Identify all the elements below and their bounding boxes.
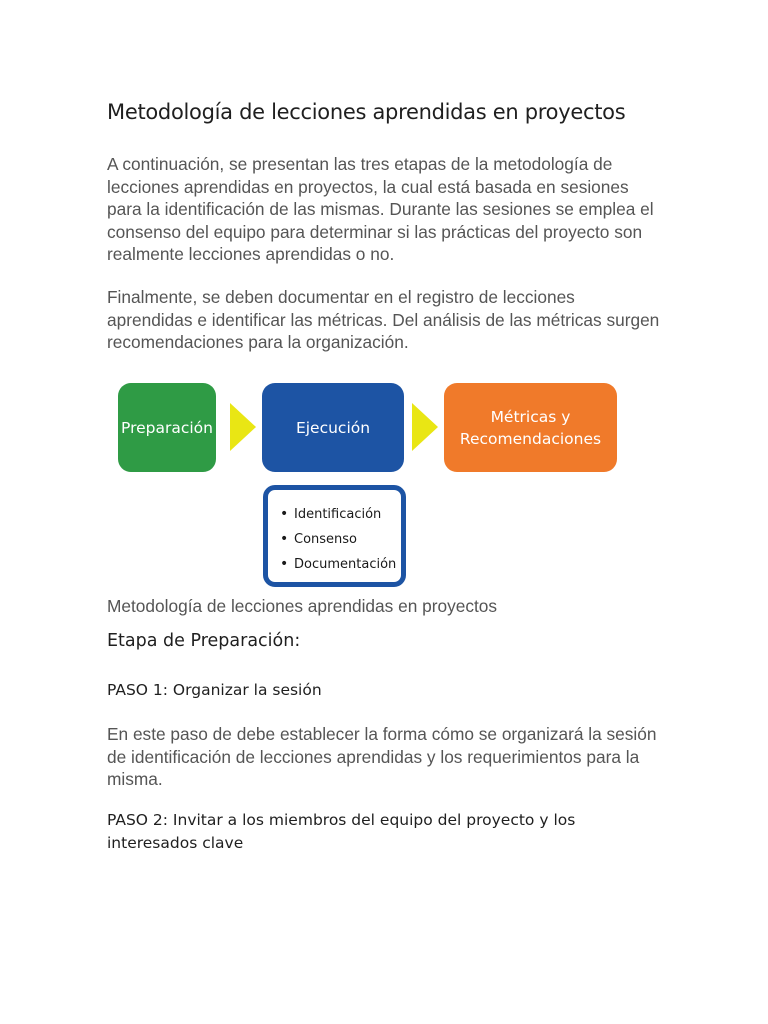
bullet-icon: •	[280, 531, 289, 547]
step1-heading: PASO 1: Organizar la sesión	[107, 681, 322, 699]
diagram-caption: Metodología de lecciones aprendidas en proyectos	[107, 596, 498, 616]
execution-box: Ejecución	[262, 383, 404, 472]
metrics-box-label: Métricas y Recomendaciones	[459, 407, 602, 448]
metrics-box	[444, 383, 617, 472]
methodology-diagram	[117, 382, 619, 588]
step2-heading: PASO 2: Invitar a los miembros del equipo del proyecto y los interesados clave	[107, 811, 576, 852]
execution-items-list	[280, 502, 396, 577]
preparation-box: Preparación	[118, 383, 216, 472]
step1-paragraph: En este paso de debe establecer la forma cómo se organizará la sesión de identificación de lecciones aprendidas y los requerimientos para la misma.	[107, 724, 657, 789]
execution-item-label: Consenso	[294, 532, 358, 547]
list-item	[280, 552, 396, 577]
list-item	[280, 527, 396, 552]
intro-paragraph: A continuación, se presentan las tres etapas de la metodología de lecciones aprendidas en proyectos, la cual está basada en sesiones para la identificación de las mismas. Durante las sesiones se emplea el consenso del equipo para determinar si las prácticas del proyecto son realmente lecciones aprendidas o no.	[107, 154, 654, 264]
arrow-right-icon	[412, 403, 438, 451]
bullet-icon: •	[280, 556, 289, 572]
page-title: Metodología de lecciones aprendidas en proyectos	[107, 100, 626, 124]
execution-item-label: Documentación	[294, 557, 397, 572]
arrow-right-icon	[230, 403, 256, 451]
stage-heading: Etapa de Preparación:	[107, 631, 301, 651]
second-paragraph: Finalmente, se deben documentar en el registro de lecciones aprendidas e identificar las métricas. Del análisis de las métricas surgen recomendaciones para la organización.	[107, 287, 660, 352]
list-item	[280, 502, 396, 527]
execution-items-box	[263, 485, 406, 587]
bullet-icon: •	[280, 506, 289, 522]
execution-item-label: Identificación	[294, 507, 382, 522]
